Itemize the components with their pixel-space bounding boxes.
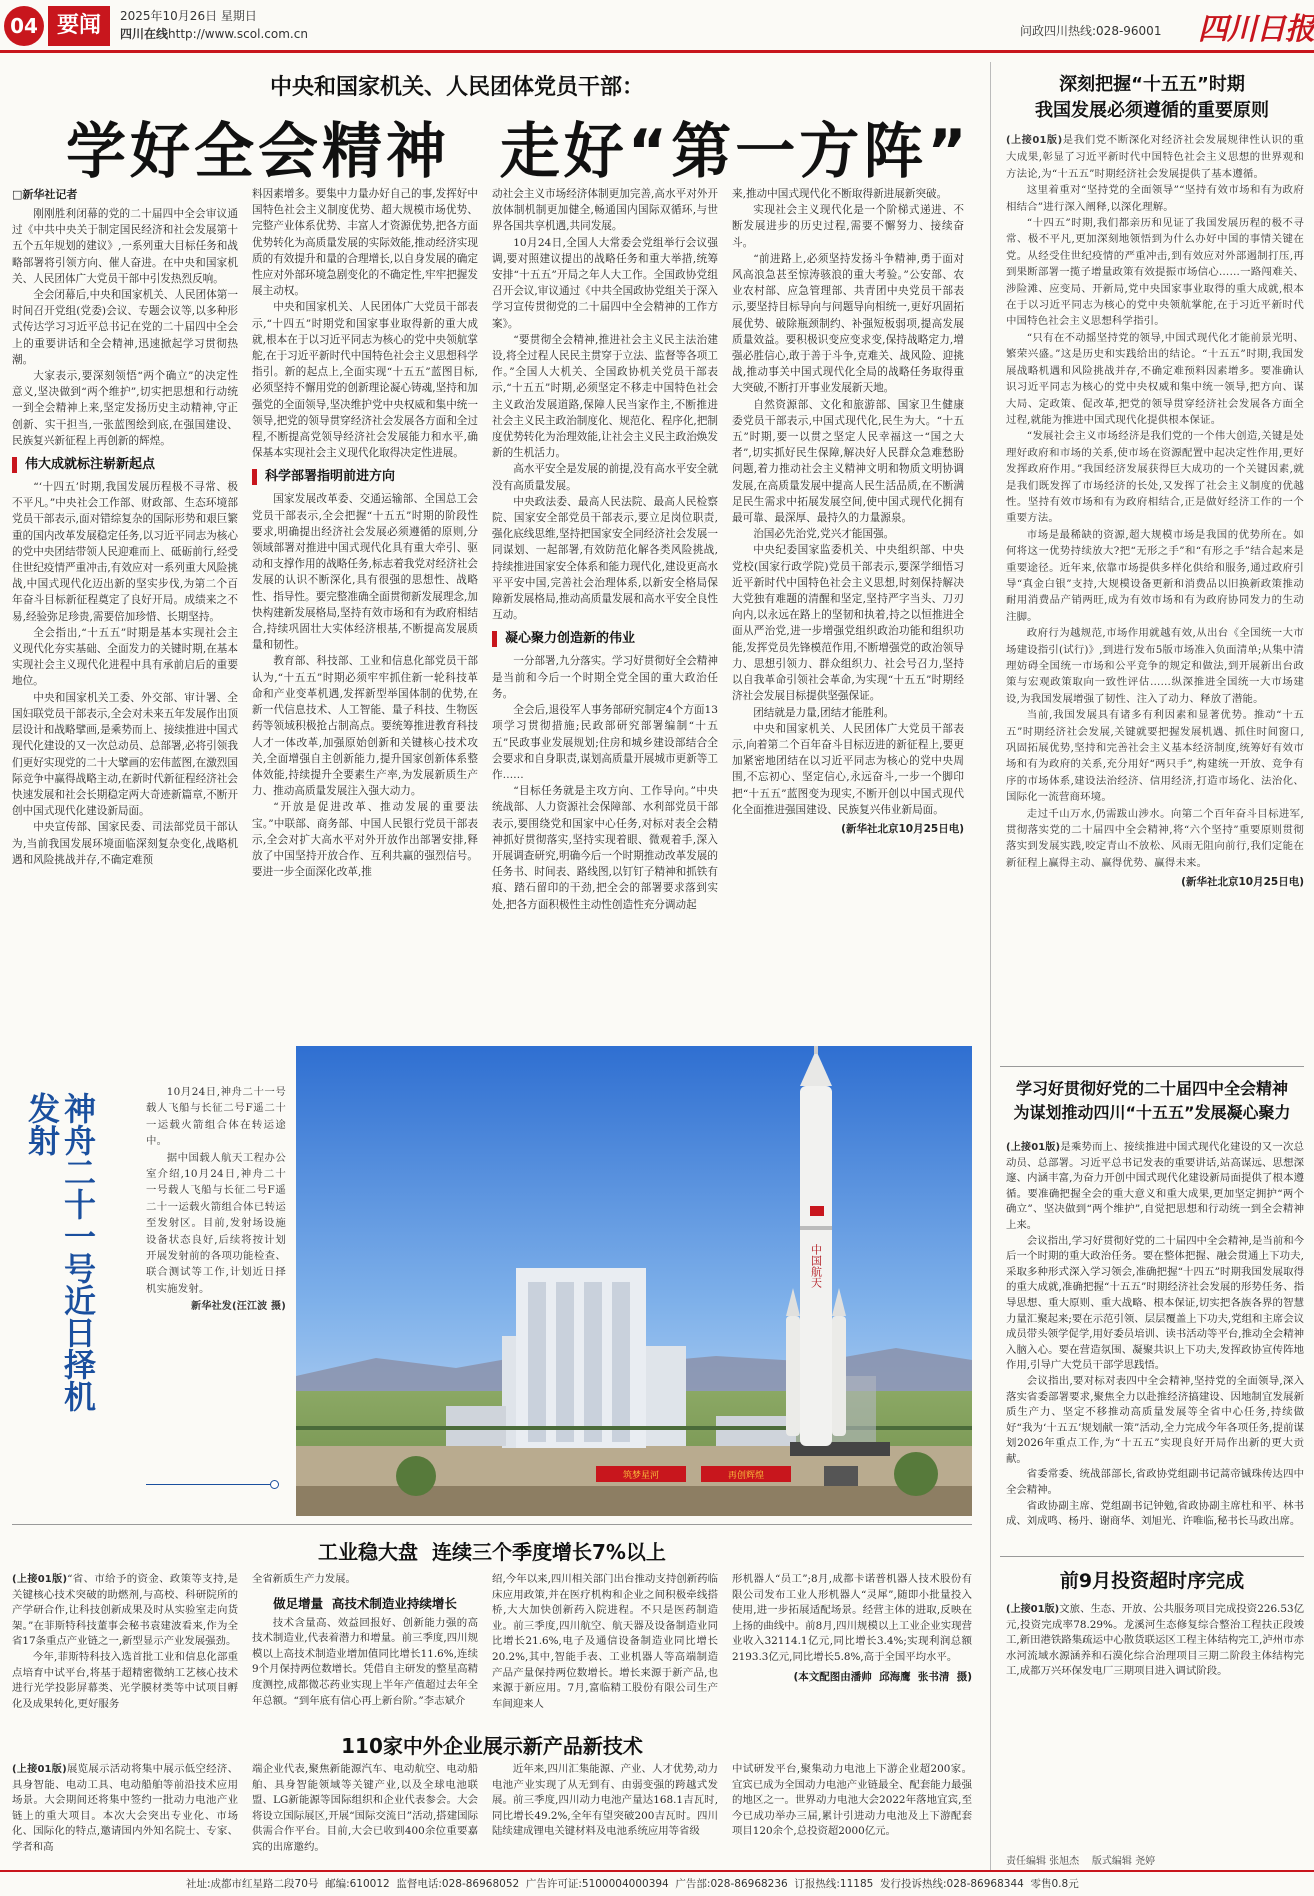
right2-title-1: 学习好贯彻好党的二十届四中全会精神: [1015, 1079, 1288, 1098]
paragraph: 中央和国家机关、人民团体广大党员干部表示,向着第二个百年奋斗目标迈进的新征程上,要更加紧密地团结在以习近平同志为核心的党中央周围,不忘初心、坚定信心,永远奋斗,一步一个脚印把“十五五”蓝图变为现实,不断开创以中国式现代化全面推进强国建设、民族复兴伟业新局面。: [732, 722, 964, 816]
paragraph: 大家表示,要深刻领悟“两个确立”的决定性意义,坚决做到“两个维护”,切实把思想和行动统一到全会精神上来,坚定发扬历史主动精神,守正创新、实干担当,一张蓝图绘到底,在强国建设、民族复兴新征程上再创新的辉煌。: [12, 370, 238, 447]
expo-col-2: [252, 1762, 478, 1860]
caption-rule: [146, 1484, 274, 1485]
industry-col-1: [12, 1572, 238, 1724]
page-number: 04: [4, 6, 44, 46]
paragraph: “十四五”时期,我们都亲历和见证了我国发展历程的极不寻常、极不平凡,更加深刻地领悟到为什么办好中国的事情关键在党。从经受住世纪疫情的严重冲击,到有效应对外部遏制打压,再到果断部署一揽子增量政策有效提振市场信心……一路闯难关、涉险滩、应变局、开新局,党中央国家事业取得的重大成就,根本在于以习近平同志为核心的党中央领航掌舵,在于习近平新时代中国特色社会主义思想科学指引。: [1006, 217, 1304, 328]
column-divider: [990, 62, 991, 1872]
paragraph: 10月24日,全国人大常委会党组举行会议强调,要对照建议提出的战略任务和重大举措,统筹安排“十五五”开局之年人大工作。全国政协党组召开会议,审议通过《中共全国政协党组关于深入学习宣传贯彻党的二十届四中全会精神的工作方案》。: [492, 236, 718, 330]
paragraph: 一分部署,九分落实。学习好贯彻好全会精神是当前和今后一个时期全党全国的重大政治任务。: [492, 655, 718, 700]
caption-vertical-title: 神舟二十一号近日择机发射: [23, 1092, 97, 1412]
invest-body: [1006, 1602, 1304, 1812]
paragraph: 展览展示活动将集中展示低空经济、具身智能、电动工具、电动船舶等前沿技术应用场景。大会期间还将集中签约一批动力电池产业链上的重大项目。本次大会突出专业化、市场化、国际化的特点,邀请国内外知名院士、专家、学者和高: [12, 1763, 238, 1853]
paragraph: “目标任务就是主攻方向、工作导向。”中央统战部、人力资源社会保障部、水利部党员干部表示,要围绕党和国家中心任务,对标对表全会精神抓好贯彻落实,坚持实现着眼、微观着手,深入开展调查研究,明确今后一个时期推动改革发展的任务书、时间表、路线图,以钉钉子精神和抓铁有痕、踏石留印的干劲,把全会的部署要求落到实处,把各方面积极性主动性创造性充分调动起: [492, 785, 718, 911]
paragraph: 文旅、生态、开放、公共服务项目完成投资226.53亿元,投资完成率78.29%。龙溪河生态修复综合整治工程扶正段竣工,新田港铁路集疏运中心散货联运区工程主体结构完工,泸州市赤水河流域水源涵养和石漠化综合治理项目三期二阶段主体结构完工,成都万兴环保发电厂三期项目进入调试阶段。: [1006, 1603, 1304, 1678]
page-header: [0, 0, 1314, 56]
caption-paragraph: 10月24日,神舟二十一号载人飞船与长征二号F遥二十一运载火箭组合体在转运途中。: [146, 1086, 286, 1148]
paragraph: 绍,今年以来,四川相关部门出台推动支持创新药临床应用政策,并在医疗机构和企业之间积极牵线搭桥,大大加快创新药入院进程。不只是医药制造业。前三季度,四川航空、航天器及设备制造业同比增长21.6%,电子及通信设备制造业同比增长20.2%,其中,智能手表、工业机器人等高端制造产品产量保持两位数增长。增长来源于新产品,也来源于新应用。7月,富临精工股份有限公司生产车间迎来人: [492, 1573, 718, 1710]
right-divider: [1000, 1066, 1304, 1067]
paragraph: “前进路上,必须坚持发扬斗争精神,勇于面对风高浪急甚至惊涛骇浪的重大考验。”公安部、农业农村部、应急管理部、共青团中央党员干部表示,要坚持目标导向与问题导向相统一,更好巩固拓展优势、破除瓶颈制约、补强短板弱项,提高发展质量效益。要积极识变应变求变,保持战略定力,增强必胜信心,敢于善于斗争,克难关、战风险、迎挑战,推动事关中国式现代化全局的战略任务取得重大突破,不断打开事业发展新天地。: [732, 252, 964, 395]
issue-date: 2025年10月26日 星期日: [120, 9, 257, 23]
industry-credit: (本文配图由潘帅 邱海鹰 张书清 摄): [793, 1670, 972, 1683]
masthead-logo: 四川日报: [1198, 12, 1314, 47]
section-label: 要闻: [48, 6, 110, 46]
industry-col-3: [492, 1572, 718, 1724]
lead-column-4: [732, 186, 964, 1038]
paragraph: 是乘势而上、接续推进中国式现代化建设的又一次总动员、总部署。习近平总书记发表的重要讲话,站高谋远、思想深邃、内涵丰富,为奋力开创中国式现代化建设新局面提供了根本遵循。要准确把握全会的重大意义和重大成果,更加坚定拥护“两个确立”、坚决做到“两个维护”,自觉把思想和行动统一到全会精神上来。: [1006, 1141, 1304, 1231]
rocket-photo: [296, 1046, 972, 1516]
footer-rule: [0, 1870, 1314, 1872]
paragraph: 走过千山万水,仍需跋山涉水。向第二个百年奋斗目标进军,贯彻落实党的二十届四中全会精神,将“六个坚持”重要原则贯彻落实到发展实践,咬定青山不放松、风雨无阻向前行,我们定能在新征程上赢得主动、赢得优势、赢得未来。: [1006, 807, 1304, 869]
paragraph: 实现社会主义现代化是一个阶梯式递进、不断发展进步的历史过程,需要不懈努力、接续奋斗。: [732, 204, 964, 249]
subheading-1: 伟大成就标注崭新起点: [12, 457, 238, 473]
expo-col-4: [732, 1762, 972, 1860]
banner-left: 筑梦星河: [622, 1471, 660, 1481]
paragraph: 当前,我国发展具有诸多有利因素和显著优势。推动“十五五”时期经济社会发展,关键就要把握发展机遇、抓住时间窗口,巩固拓展优势,坚持和完善社会主义基本经济制度,统筹好有效市场和有为政府的关系,充分用好“两只手”,构建统一开放、竞争有序的市场体系,建设法治经济、信用经济,打造市场化、法治化、国际化一流营商环境。: [1006, 709, 1304, 804]
paragraph: 形机器人“员工”;8月,成都卡诺普机器人技术股份有限公司发布工业人形机器人“灵犀”,随即小批量投入使用,进一步拓展适配场景。经营主体的进取,反映在上扬的曲线中。前8月,四川规模以上工业企业实现营业收入32114.1亿元,同比增长3.4%;实现利润总额2193.3亿元,同比增长5.8%,高于全国平均水平。: [732, 1573, 972, 1663]
section-divider: [12, 1524, 972, 1525]
paragraph: 刚刚胜利闭幕的党的二十届四中全会审议通过《中共中央关于制定国民经济和社会发展第十五个五年规划的建议》,一系列重大目标任务和战略部署将引领方向、催人奋进。在中央和国家机关、人民团体广大党员干部中引发热烈反响。: [12, 208, 238, 285]
photo-credit: 新华社发(汪江波 摄): [191, 1301, 286, 1313]
industry-col-4: [732, 1572, 972, 1724]
paragraph: 自然资源部、文化和旅游部、国家卫生健康委党员干部表示,中国式现代化,民生为大。“十五五”时期,要一以贯之坚定人民幸福这一“国之大者”,切实抓好民生保障,解决好人民群众急难愁盼问题,着力推动社会主义精神文明和物质文明协调发展,在高质量发展中提高人民生活品质,在不断满足民生需求中拓展发展空间,使中国式现代化拥有最可靠、最深厚、最持久的力量源泉。: [732, 398, 964, 525]
expo-col-1: [12, 1762, 238, 1860]
right1-body: [1006, 132, 1304, 1132]
lead-column-3: [492, 186, 718, 1038]
lead-headline: 学好全会精神 走好“第一方阵”: [66, 117, 971, 187]
paragraph: 团结就是力量,团结才能胜利。: [753, 706, 895, 719]
lead-tag: (上接01版): [12, 1574, 68, 1585]
caption-dot: [270, 1480, 279, 1489]
rocket-photo-svg: [296, 1046, 972, 1516]
paragraph: 来,推动中国式现代化不断取得新进展新突破。: [732, 188, 948, 200]
paragraph: 端企业代表,聚焦新能源汽车、电动航空、电动船舶、具身智能领域等关键产业,以及全球电池联盟、LG新能源等国际组织和企业代表参会。大会将设立国际展区,开展“国际交流日”活动,搭建国际供需合作平台。目前,大会已收到400余位重要嘉宾的出席邀约。: [252, 1763, 478, 1853]
right2-title-2: 为谋划推动四川“十五五”发展凝心聚力: [1013, 1103, 1291, 1122]
paragraph: 政府行为越规范,市场作用就越有效,从出台《全国统一大市场建设指引(试行)》,到进行发布5版市场准入负面清单;从集中清理妨碍全国统一市场和公平竞争的规定和做法,到开展新出台政策与宏观政策取向一致性评估……纵深推进全国统一大市场建设,为我国发展增强了韧性、注入了动力、释放了潜能。: [1006, 627, 1304, 705]
footer-info: 社址:成都市红星路二段70号 邮编:610012 监督电话:028-86968052 广告许可证:5100004000394 广告部:028-86968236 订报热线:11185 发行投诉热线:028-86968344 零售0.8元: [186, 1878, 1079, 1890]
paragraph: 中央纪委国家监委机关、中央组织部、中央党校(国家行政学院)党员干部表示,要深学细悟习近平新时代中国特色社会主义思想,时刻保持解决大党独有难题的清醒和坚定,坚持严字当头、刀刃向内,以永远在路上的坚韧和执着,持之以恒推进全面从严治党,进一步增强党组织政治功能和组织功能,发挥党员先锋模范作用,不断增强党的政治领导力、思想引领力、群众组织力、社会号召力,坚持以自我革命引领社会革命,为实现“十五五”时期经济社会发展目标提供坚强保证。: [732, 544, 964, 703]
lead-tag: (上接01版): [1006, 1604, 1060, 1615]
paragraph: “发展社会主义市场经济是我们党的一个伟大创造,关键是处理好政府和市场的关系,使市场在资源配置中起决定性作用,更好发挥政府作用。”我国经济发展获得巨大成功的一个关键因素,就是我们既发挥了市场经济的长处,又发挥了社会主义制度的优越性。坚持有效市场和有为政府相结合,正是做好经济工作的一个重要方法。: [1006, 430, 1304, 525]
caption-text: [146, 1084, 286, 1316]
paragraph: 中央和国家机关、人民团体广大党员干部表示,“十四五”时期党和国家事业取得新的重大成就,根本在于以习近平同志为核心的党中央领航掌舵,在于习近平新时代中国特色社会主义思想科学指引。新的起点上,全面实现“十五五”蓝图目标,必须坚持不懈用党的创新理论凝心铸魂,坚持和加强党的全面领导,坚决维护党中央权威和集中统一领导,把党的领导贯穿经济社会发展各方面和全过程,不断提高党领导经济社会发展能力和水平,确保基本实现社会主义现代化取得决定性进展。: [252, 301, 478, 460]
paragraph: 教育部、科技部、工业和信息化部党员干部认为,“十五五”时期必须牢牢抓住新一轮科技革命和产业变革机遇,发挥新型举国体制的优势,在新一代信息技术、人工智能、量子科技、生物医药等领域积极抢占制高点。要统筹推进教育科技人才一体改革,加强原始创新和关键核心技术攻关,全面增强自主创新能力,提升国家创新体系整体效能,持续提升全要素生产率,为发展新质生产力、推动高质量发展注入强大动力。: [252, 655, 478, 798]
right1-title-1: 深刻把握“十五五”时期: [1059, 74, 1245, 95]
paragraph: 会议指出,学习好贯彻好党的二十届四中全会精神,是当前和今后一个时期的重大政治任务。要在整体把握、融会贯通上下功夫,采取多种形式深入学习领会,准确把握“十四五”时期我国发展取得的重大成就,准确把握“十五五”时期经济社会发展的形势任务、指导思想、重大原则、重大战略、根本保证,切实把各族各界的智慧力量汇聚起来;要在示范引领、层层覆盖上下功夫,党组和主席会议成员带头领学促学,用好委员培训、读书活动等平台,推动全会精神入脑入心。要在营造氛围、凝聚共识上下功夫,发挥政协宣传阵地作用,引导广大党员干部学思践悟。: [1006, 1234, 1304, 1372]
paragraph: “只有在不动摇坚持党的领导,中国式现代化才能前景光明、繁荣兴盛。”这是历史和实践给出的结论。“十五五”时期,我国发展战略机遇和风险挑战并存,不确定难预料因素增多。要准确认识习近平同志为核心的党中央权威和集中统一领导,把方向、谋大局、定政策、促改革,把党的领导贯穿经济社会发展各方面全过程,就能为推进中国式现代化提供根本保证。: [1006, 331, 1304, 426]
paragraph: 全会指出,“十五五”时期是基本实现社会主义现代化夯实基础、全面发力的关键时期,在基本实现社会主义现代化进程中具有承前启后的重要地位。: [12, 626, 238, 688]
caption-paragraph: 据中国载人航天工程办公室介绍,10月24日,神舟二十一号载人飞船与长征二号F遥二十一运载火箭组合体已转运至发射区。目前,发射场设施设备状态良好,后续将按计划开展发射前的各项功能检查、联合测试等工作,计划近日择机实施发射。: [146, 1151, 286, 1295]
industry-col-2: [252, 1572, 478, 1724]
paragraph: 今年,菲斯特科技入选首批工业和信息化部重点培育中试平台,将基于超精密微纳工艺核心技术进行光学投影屏幕类、光学膜材类等中试项目孵化及成果转化,更好服务: [12, 1650, 238, 1710]
invest-title: 前9月投资超时序完成: [1059, 1570, 1245, 1592]
paragraph: 动社会主义市场经济体制更加完善,高水平对外开放体制机制更加健全,畅通国内国际双循环,与世界各国共享机遇,共同发展。: [492, 188, 718, 233]
paragraph: 全省新质生产力发展。: [252, 1573, 356, 1585]
lead-credit: (新华社北京10月25日电): [841, 822, 964, 835]
lead-tag: (上接01版): [1006, 135, 1063, 146]
paragraph: 省委常委、统战部部长,省政协党组副书记蒿帝铖珠传达四中全会精神。: [1006, 1468, 1304, 1497]
paragraph: 高水平安全是发展的前提,没有高水平安全就没有高质量发展。: [492, 463, 718, 492]
paragraph: “‘十四五’时期,我国发展历程极不寻常、极不平凡。”中央社会工作部、财政部、生态环境部党员干部表示,面对错综复杂的国际形势和艰巨繁重的国内改革发展稳定任务,以习近平同志为核心的党中央团结带领人民迎难而上、砥砺前行,经受住世纪疫情严重冲击,有效应对一系列重大风险挑战,中国式现代化迈出新的坚实步伐,为第二个百年奋斗目标新征程奠定了良好开局。成绩来之不易,经验弥足珍贵,需要倍加珍惜、长期坚持。: [12, 481, 238, 623]
industry-subheading: 做足增量 高技术制造业持续增长: [273, 1595, 457, 1611]
lead-tag: (上接01版): [12, 1764, 67, 1775]
paragraph: “开放是促进改革、推动发展的重要法宝。”中联部、商务部、中国人民银行党员干部表示,全会对扩大高水平对外开放作出部署安排,释放了中国坚持开放合作、互利共赢的强烈信号。要进一步全面深化改革,推: [252, 801, 478, 879]
subheading-2: 科学部署指明前进方向: [252, 469, 478, 485]
lead-kicker: 中央和国家机关、人民团体党员干部：: [270, 75, 645, 100]
photo-caption-block: [22, 1078, 292, 1498]
hotline: 问政四川热线:028-96001: [1020, 24, 1162, 38]
right-divider: [1000, 1556, 1304, 1557]
paragraph: 这里着重对“坚持党的全面领导”“坚持有效市场和有为政府相结合”进行深入阐释,以深化理解。: [1006, 184, 1304, 213]
paragraph: 技术含量高、效益回报好、创新能力强的高技术制造业,代表着潜力和增量。前三季度,四川规模以上高技术制造业增加值同比增长11.6%,连续9个月保持两位数增长。凭借自主研发的整星高精度测控,成都微芯药业实现上半年产值超过去年全年总额。“到年底有信心再上新台阶。”李志斌介: [252, 1616, 478, 1707]
lead-tag: (上接01版): [1006, 1142, 1061, 1153]
paragraph: 是我们党不断深化对经济社会发展规律性认识的重大成果,彰显了习近平新时代中国特色社会主义思想的世界观和方法论,为“十五五”时期经济社会发展提供了基本遵循。: [1006, 134, 1304, 180]
paragraph: 会议指出,要对标对表四中全会精神,坚持党的全面领导,深入落实省委部署要求,聚焦全力以赴推经济搞建设、因地制宜发展新质生产力、坚定不移推动高质量发展等全省中心任务,持续做好“我为‘十五五’规划献一策”活动,全力完成今年各项任务,提前谋划2026年重点工作,为“十五五”实现良好开局作出新的更大贡献。: [1006, 1374, 1304, 1465]
banner-right: 再创辉煌: [727, 1471, 765, 1481]
site-url[interactable]: http://www.scol.com.cn: [168, 27, 308, 41]
paragraph: 全会闭幕后,中央和国家机关、人民团体第一时间召开党组(党委)会议、专题会议等,以多种形式传达学习习近平总书记在党的二十届四中全会上的重要讲话和全会精神,迅速掀起学习贯彻热潮。: [12, 289, 238, 366]
paragraph: 近年来,四川汇集能源、产业、人才优势,动力电池产业实现了从无到有、由弱变强的跨越式发展。前三季度,四川动力电池产量达168.1吉瓦时,同比增长49.2%,全年有望突破200吉瓦时。四川陆续建成锂电关键材料及电池系统应用等省级: [492, 1763, 718, 1838]
header-rule: [0, 50, 1314, 53]
right2-body: [1006, 1140, 1304, 1550]
rocket-text: 中国航天: [809, 1244, 823, 1288]
paragraph: 国家发展改革委、交通运输部、全国总工会党员干部表示,全会把握“十五五”时期的阶段性要求,明确提出经济社会发展必须遵循的原则,分领域部署对推进中国式现代化具有重大牵引、驱动和支撑作用的战略任务,标志着我党对经济社会发展的认识不断深化,具有很强的思想性、战略性、指导性。要完整准确全面贯彻新发展理念,加快构建新发展格局,坚持有效市场和有为政府相结合,持续巩固壮大实体经济根基,不断提高发展质量和韧性。: [252, 493, 478, 652]
paragraph: “省、市给予的资金、政策等支持,是关键核心技术突破的助燃剂,与高校、科研院所的产学研合作,让科技创新成果及时从实验室走向货架。”在菲斯特科技董事会秘书袁建波看来,作为全省17条重点产业链之一,新型显示产业发展强劲。: [12, 1573, 238, 1648]
editors-line: 责任编辑 张旭杰 版式编辑 尧婷: [1006, 1856, 1156, 1867]
expo-title: 110家中外企业展示新产品新技术: [341, 1734, 643, 1758]
subheading-3: 凝心聚力创造新的伟业: [492, 631, 718, 647]
paragraph: 料因素增多。要集中力量办好自己的事,发挥好中国特色社会主义制度优势、超大规模市场优势、完整产业体系优势、丰富人才资源优势,把各方面优势转化为高质量发展的实际效能,推动经济实现质的有效提升和量的合理增长,以自身发展的确定性应对外部环境急剧变化的不确定性,牢牢把握发展主动权。: [252, 188, 478, 298]
paragraph: 中央宣传部、国家民委、司法部党员干部认为,当前我国发展环境面临深刻复杂变化,战略机遇和风险挑战并存,不确定难预: [12, 821, 238, 866]
paragraph: 中央政法委、最高人民法院、最高人民检察院、国家安全部党员干部表示,要立足岗位职责,强化底线思维,坚持把国家安全同经济社会发展一同谋划、一起部署,有效防范化解各类风险挑战,持续推进国家安全体系和能力现代化,建设更高水平平安中国,完善社会治理体系,以新安全格局保障新发展格局,推动高质量发展和高水平安全良性互动。: [492, 495, 718, 622]
paragraph: 全会后,退役军人事务部研究制定4个方面13项学习贯彻措施;民政部研究部署编制“十五五”民政事业发展规划;住房和城乡建设部结合全会要求和自身职责,谋划高质量开展城市更新等工作……: [492, 704, 718, 781]
industry-title: 工业稳大盘 连续三个季度增长7%以上: [318, 1540, 666, 1564]
lead-column-1: [12, 186, 238, 1038]
paragraph: 中央和国家机关工委、外交部、审计署、全国妇联党员干部表示,全会对未来五年发展作出顶层设计和战略擘画,是乘势而上、接续推进中国式现代化建设的又一次总动员、总部署,必将引领我们更好实现党的二十大擘画的宏伟蓝图,在激烈国际竞争中赢得战略主动,在新时代新征程经济社会快速发展和社会长期稳定两大奇迹新篇章,不断开创中国式现代化建设新局面。: [12, 691, 238, 818]
expo-col-3: [492, 1762, 718, 1860]
byline: □新华社记者: [12, 188, 78, 201]
paragraph: 市场是最稀缺的资源,超大规模市场是我国的优势所在。如何将这一优势持续放大?把“无形之手”和“有形之手”结合起来是重要途径。近年来,依靠市场提供多样化供给和服务,通过政府引导“真金白银”支持,大规模设备更新和消费品以旧换新政策推动耐用消费品产销两旺,成为有效市场和有为政府协同发力的生动注脚。: [1006, 528, 1304, 623]
paragraph: 治国必先治党,党兴才能国强。: [753, 528, 895, 541]
paragraph: 省政协副主席、党组副书记钟勉,省政协副主席杜和平、林书成、刘成鸣、杨丹、谢商华、刘旭光、许唯临,秘书长马政出席。: [1006, 1499, 1304, 1528]
paragraph: “要贯彻全会精神,推进社会主义民主法治建设,将全过程人民民主贯穿于立法、监督等各项工作。”全国人大机关、全国政协机关党员干部表示,“十五五”时期,必须坚定不移走中国特色社会主义政治发展道路,保障人民当家作主,不断推进社会主义民主政治制度化、规范化、程序化,把制度优势转化为治理效能,让社会主义民主政治焕发新的生机活力。: [492, 333, 718, 460]
paragraph: 中试研发平台,聚集动力电池上下游企业超200家。宜宾已成为全国动力电池产业链最全、配套能力最强的地区之一。世界动力电池大会2022年落地宜宾,至今已成功举办三届,累计引进动力电池及上下游配套项目120余个,总投资超2000亿元。: [732, 1763, 972, 1838]
right1-title-2: 我国发展必须遵循的重要原则: [1035, 100, 1269, 121]
site-label: 四川在线: [120, 27, 169, 41]
right1-credit: (新华社北京10月25日电): [1181, 876, 1304, 889]
site-line: [120, 25, 308, 42]
lead-column-2: [252, 186, 478, 1038]
